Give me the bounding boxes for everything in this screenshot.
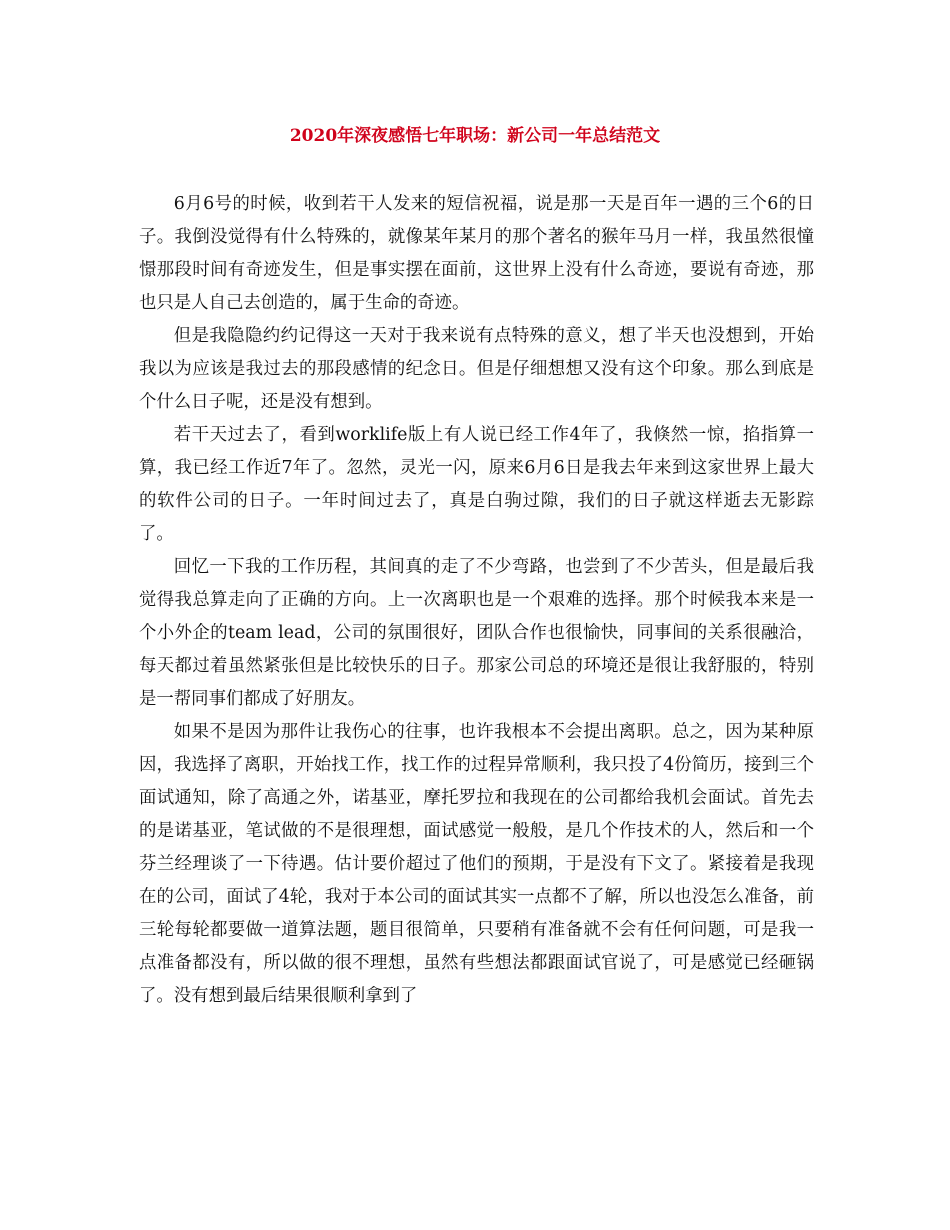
- paragraph-1: 6月6号的时候，收到若干人发来的短信祝福，说是那一天是百年一遇的三个6的日子。我倒没觉得有什么特殊的，就像某年某月的那个著名的猴年马月一样，我虽然很憧憬那段时间有奇迹发生，但是事实摆在面前，这世界上没有什么奇迹，要说有奇迹，那也只是人自己去创造的，属于生命的奇迹。: [139, 194, 814, 313]
- paragraph-2: 但是我隐隐约约记得这一天对于我来说有点特殊的意义，想了半天也没想到，开始我以为应该是我过去的那段感情的纪念日。但是仔细想想又没有这个印象。那么到底是个什么日子呢，还是没有想到。: [139, 326, 814, 412]
- document-title: 2020年深夜感悟七年职场：新公司一年总结范文: [289, 126, 661, 146]
- paragraph-4: 回忆一下我的工作历程，其间真的走了不少弯路，也尝到了不少苦头，但是最后我觉得我总算走向了正确的方向。上一次离职也是一个艰难的选择。那个时候我本来是一个小外企的team lead，公司的氛围很好，团队合作也很愉快，同事间的关系很融洽，每天都过着虽然紧张但是比较快乐的日子。那家公司总的环境还是很让我舒服的，特别是一帮同事们都成了好朋友。: [139, 557, 814, 709]
- paragraph-5: 如果不是因为那件让我伤心的往事，也许我根本不会提出离职。总之，因为某种原因，我选择了离职，开始找工作，找工作的过程异常顺利，我只投了4份简历，接到三个面试通知，除了高通之外，诺基亚，摩托罗拉和我现在的公司都给我机会面试。首先去的是诺基亚，笔试做的不是很理想，面试感觉一般般，是几个作技术的人，然后和一个芬兰经理谈了一下待遇。估计要价超过了他们的预期，于是没有下文了。紧接着是我现在的公司，面试了4轮，我对于本公司的面试其实一点都不了解，所以也没怎么准备，前三轮每轮都要做一道算法题，题目很简单，只要稍有准备就不会有任何问题，可是我一点准备都没有，所以做的很不理想，虽然有些想法都跟面试官说了，可是感觉已经砸锅了。没有想到最后结果很顺利拿到了: [139, 722, 814, 1006]
- document-body: [139, 188, 814, 1013]
- paragraph-3: 若干天过去了，看到worklife版上有人说已经工作4年了，我倏然一惊，掐指算一算，我已经工作近7年了。忽然，灵光一闪，原来6月6日是我去年来到这家世界上最大的软件公司的日子。一年时间过去了，真是白驹过隙，我们的日子就这样逝去无影踪了。: [139, 425, 814, 544]
